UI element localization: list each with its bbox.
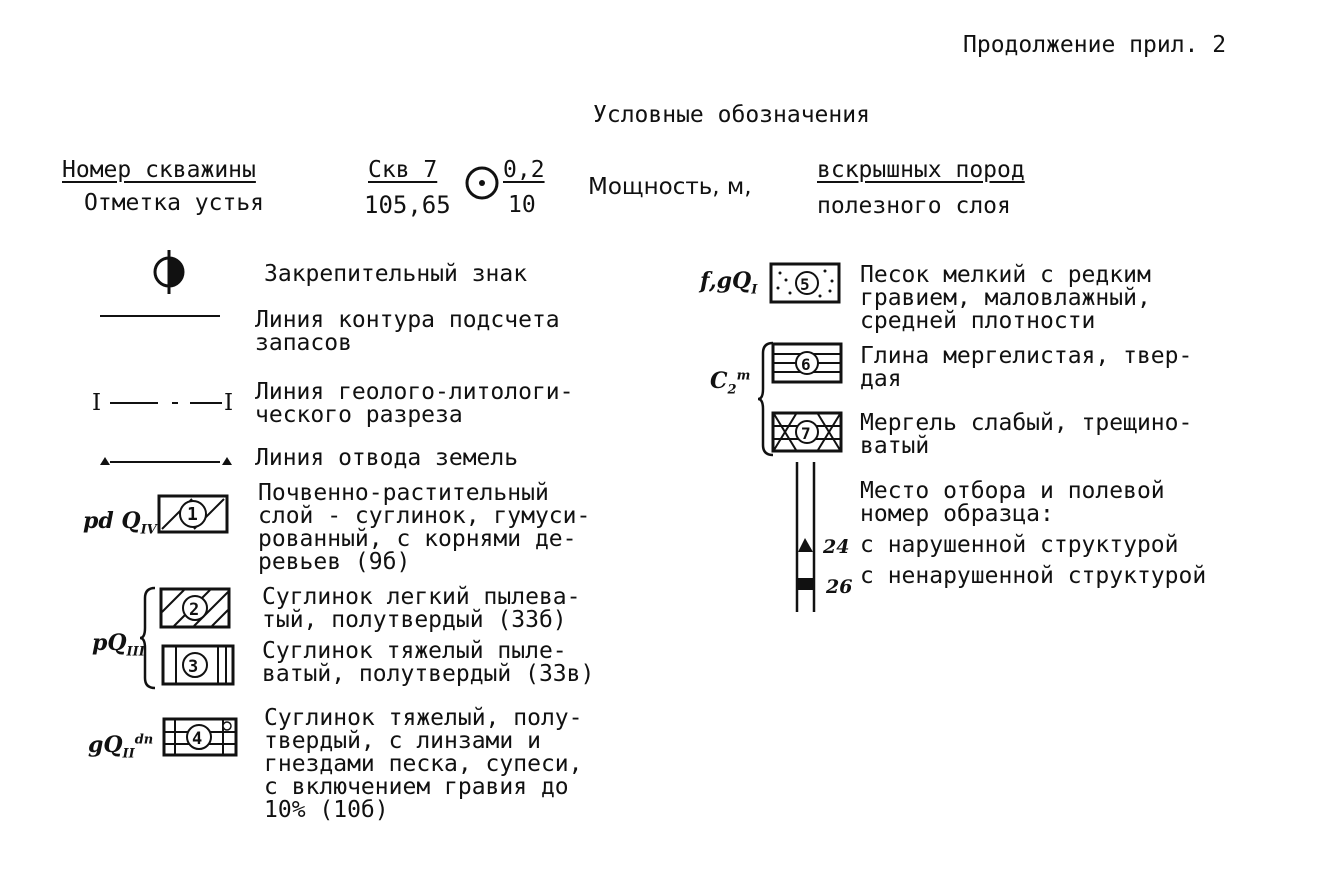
sample-column-icon [792,462,822,612]
benchmark-icon [144,250,194,294]
disturbed-sample-label: с нарушенной структурой [860,532,1179,558]
marl-index: $C_2^m$ [710,368,751,398]
clay-number: 6 [801,355,811,374]
heavy-loam-index: $gQ_{II}^{dn}$ [88,732,154,762]
disturbed-sample-number: 24 [823,536,850,558]
section-marker-right: I [224,390,234,416]
sand-text: Песок мелкий с редким гравием, маловлажный, средней плотности [860,262,1151,334]
light-loam-number: 2 [189,600,200,620]
overburden-value: 0,2 [503,157,545,183]
marl-text: Мергель слабый, трещино- ватый [860,410,1193,459]
sand-number: 5 [800,275,810,294]
layer-label: полезного слоя [817,193,1011,219]
thickness-label: Мощность, м, [588,174,752,200]
undisturbed-sample-number: 26 [826,576,853,598]
allotment-line-text: Линия отвода земель [255,445,519,471]
clay-text: Глина мергелистая, твер- дая [860,343,1193,392]
heavy-loam-number: 3 [188,657,199,677]
loam-index: $pQ_{III}$ [92,630,145,660]
lensed-loam-text: Суглинок тяжелый, полу- твердый, с линзами и гнездами песка, супеси, с включением гравия до 10% (10б) [264,705,583,823]
lensed-loam-number: 4 [192,729,203,749]
well-example-elevation: 105,65 [364,191,451,219]
sampling-text: Место отбора и полевой номер образца: [860,478,1165,527]
overburden-label: вскрышных пород [817,157,1025,183]
soil-layer-text: Почвенно-растительный слой - суглинок, гумуси- рованный, с корнями де- ревьев (9б) [258,480,591,575]
marl-number: 7 [801,424,811,443]
undisturbed-sample-label: с ненарушенной структурой [860,563,1207,589]
light-loam-text: Суглинок легкий пылева- тый, полутвердый (33б) [262,584,581,633]
section-marker-left: I [92,390,102,416]
contour-line-icon [100,313,220,319]
continuation-label: Продолжение прил. 2 [963,32,1227,58]
soil-index: pd $Q_{IV}$ [83,508,157,538]
sand-index: $f,gQ_I$ [700,268,758,298]
well-circle-icon [462,163,502,203]
soil-layer-number: 1 [187,504,198,525]
section-line-text: Линия геолого-литологи- ческого разреза [255,379,574,428]
page-title: Условные обозначения [593,102,870,128]
contour-line-text: Линия контура подсчета запасов [255,307,560,356]
layer-value: 10 [508,192,536,218]
well-number-label: Номер скважины [62,157,256,183]
heavy-loam-text: Суглинок тяжелый пыле- ватый, полутвердый (33в) [262,638,595,687]
allotment-line-icon [100,455,232,467]
section-line-icon [110,400,222,406]
well-example-number: Скв 7 [368,157,438,183]
well-mouth-label: Отметка устья [84,190,265,216]
benchmark-text: Закрепительный знак [264,261,528,287]
